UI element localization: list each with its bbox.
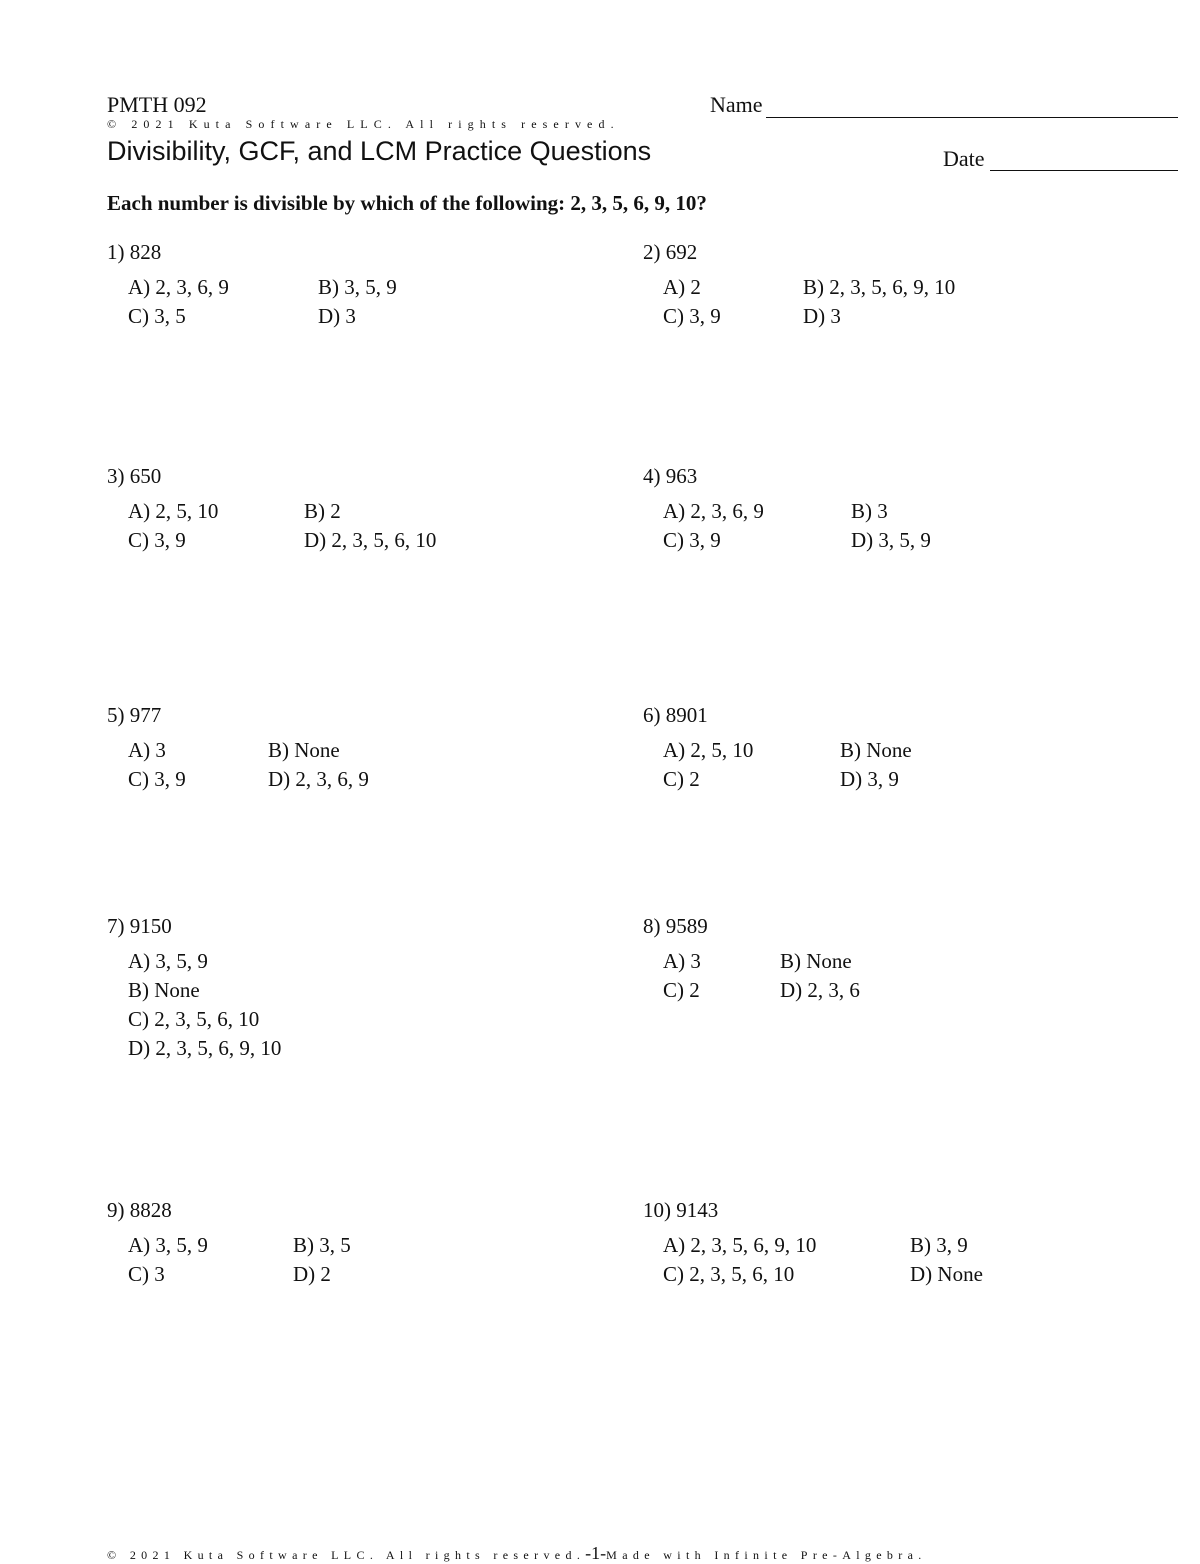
option-c[interactable]: C) 3, 9	[663, 304, 721, 328]
question-label: 4) 963	[643, 464, 698, 488]
date-field-line[interactable]	[990, 170, 1178, 171]
option-c[interactable]: C) 3, 9	[663, 528, 721, 552]
option-a[interactable]: A) 2, 5, 10	[128, 499, 219, 523]
option-b[interactable]: B) None	[840, 738, 912, 762]
footer-made-with: Made with Infinite Pre-Algebra.	[606, 1548, 927, 1562]
question-label: 2) 692	[643, 240, 698, 264]
footer-copyright: © 2021 Kuta Software LLC. All rights reserved.	[107, 1548, 586, 1562]
question-label: 9) 8828	[107, 1198, 172, 1222]
option-d[interactable]: D) None	[910, 1262, 983, 1286]
date-label: Date	[943, 146, 985, 171]
option-c[interactable]: C) 3, 5	[128, 304, 186, 328]
option-d[interactable]: D) 2, 3, 6	[780, 978, 860, 1002]
option-c[interactable]: C) 2, 3, 5, 6, 10	[128, 1007, 260, 1031]
option-a[interactable]: A) 2	[663, 275, 701, 299]
option-d[interactable]: D) 2	[293, 1262, 331, 1286]
instructions: Each number is divisible by which of the following: 2, 3, 5, 6, 9, 10?	[107, 191, 707, 215]
question-label: 8) 9589	[643, 914, 708, 938]
option-a[interactable]: A) 3	[128, 738, 166, 762]
option-a[interactable]: A) 2, 3, 6, 9	[663, 499, 764, 523]
question-label: 10) 9143	[643, 1198, 719, 1222]
option-b[interactable]: B) 3, 9	[910, 1233, 968, 1257]
option-d[interactable]: D) 2, 3, 5, 6, 10	[304, 528, 437, 552]
option-b[interactable]: B) None	[128, 978, 200, 1002]
question-label: 5) 977	[107, 703, 162, 727]
option-a[interactable]: A) 2, 5, 10	[663, 738, 754, 762]
question-label: 6) 8901	[643, 703, 708, 727]
option-b[interactable]: B) 3, 5	[293, 1233, 351, 1257]
option-b[interactable]: B) 3	[851, 499, 888, 523]
footer	[107, 1543, 927, 1564]
option-b[interactable]: B) 3, 5, 9	[318, 275, 397, 299]
option-a[interactable]: A) 3, 5, 9	[128, 949, 208, 973]
option-b[interactable]: B) 2	[304, 499, 341, 523]
option-b[interactable]: B) 2, 3, 5, 6, 9, 10	[803, 275, 956, 299]
option-c[interactable]: C) 2, 3, 5, 6, 10	[663, 1262, 795, 1286]
option-a[interactable]: A) 2, 3, 6, 9	[128, 275, 229, 299]
option-c[interactable]: C) 3	[128, 1262, 165, 1286]
option-d[interactable]: D) 3, 9	[840, 767, 899, 791]
name-label: Name	[710, 92, 763, 117]
option-b[interactable]: B) None	[780, 949, 852, 973]
option-d[interactable]: D) 2, 3, 6, 9	[268, 767, 369, 791]
option-d[interactable]: D) 3, 5, 9	[851, 528, 931, 552]
option-c[interactable]: C) 2	[663, 767, 700, 791]
option-c[interactable]: C) 2	[663, 978, 700, 1002]
option-d[interactable]: D) 2, 3, 5, 6, 9, 10	[128, 1036, 282, 1060]
worksheet-title: Divisibility, GCF, and LCM Practice Questions	[107, 136, 652, 166]
option-c[interactable]: C) 3, 9	[128, 767, 186, 791]
question-label: 1) 828	[107, 240, 162, 264]
question-label: 3) 650	[107, 464, 162, 488]
option-c[interactable]: C) 3, 9	[128, 528, 186, 552]
option-a[interactable]: A) 3	[663, 949, 701, 973]
question-label: 7) 9150	[107, 914, 172, 938]
option-a[interactable]: A) 2, 3, 5, 6, 9, 10	[663, 1233, 817, 1257]
course-code: PMTH 092	[107, 92, 207, 117]
option-a[interactable]: A) 3, 5, 9	[128, 1233, 208, 1257]
option-d[interactable]: D) 3	[318, 304, 356, 328]
page-number: -1-	[585, 1543, 607, 1563]
name-field-line[interactable]	[766, 117, 1178, 118]
option-b[interactable]: B) None	[268, 738, 340, 762]
copyright-notice: © 2021 Kuta Software LLC. All rights reserved.	[107, 117, 620, 131]
option-d[interactable]: D) 3	[803, 304, 841, 328]
